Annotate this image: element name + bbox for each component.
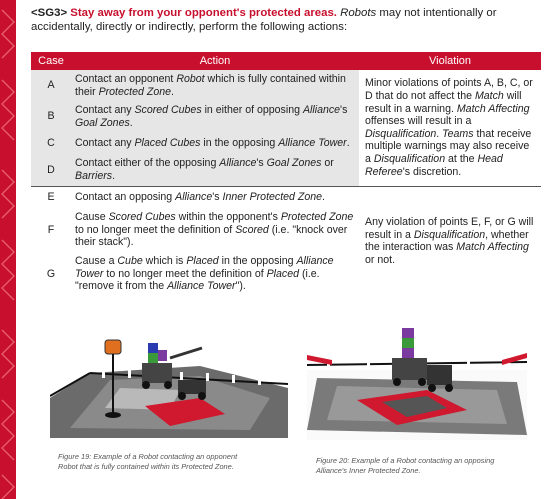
case-cell: A [31, 70, 71, 101]
action-cell: Cause Scored Cubes within the opponent's Protected Zone to no longer meet the definition of Scored (i.e. "knock over their stack"). [75, 211, 354, 249]
action-cell: Contact any Scored Cubes in either of opposing Alliance's Goal Zones. [71, 101, 359, 132]
table-row [31, 186, 541, 208]
case-cell: D [31, 154, 71, 186]
action-cell: Contact an opposing Alliance's Inner Protected Zone. [71, 186, 359, 208]
case-cell: B [31, 101, 71, 132]
violation-cell: Minor violations of points A, B, C, or D that do not affect the Match will result in a warning. Match Affecting offenses will result in a Disqualification. Teams that receive multiple warnings may also receive a Disqualification at the Head Referee's discretion. [359, 70, 541, 186]
decorative-side-strip [0, 0, 16, 499]
table-header-row [31, 52, 541, 70]
rule-title: Stay away from your opponent's protected areas. [70, 7, 337, 19]
rule-paragraph [31, 6, 541, 34]
figure-20-image [307, 320, 527, 440]
case-cell: G [46, 267, 56, 280]
figure-19-image [50, 318, 288, 438]
action-cell: Contact any Placed Cubes in the opposing Alliance Tower. [71, 132, 359, 154]
violation-cell: Any violation of points E, F, or G will result in a Disqualification, whether the interaction was Match Affecting or not. [359, 186, 541, 296]
action-cell: Cause a Cube which is Placed in the opposing Alliance Tower to no longer meet the definition of Placed (i.e. "remove it from the Alliance Tower"). [75, 255, 334, 293]
header-violation: Violation [359, 52, 541, 70]
table-row [31, 70, 541, 101]
figure-20-caption: Figure 20: Example of a Robot contacting an opposing Alliance's Inner Protected Zone. [316, 456, 495, 475]
action-cell: Contact an opponent Robot which is fully contained within their Protected Zone. [71, 70, 359, 101]
case-cell: E [31, 186, 71, 208]
header-action: Action [71, 52, 359, 70]
action-cell: Contact either of the opposing Alliance's Goal Zones or Barriers. [71, 154, 359, 186]
rule-body-robots: Robots [340, 7, 377, 19]
figure-19-caption: Figure 19: Example of a Robot contacting an opponent Robot that is fully contained within its Protected Zone. [58, 452, 238, 471]
rule-tag: <SG3> [31, 7, 68, 19]
rule-body: may not intentionally or accidentally, directly or indirectly, perform the following actions: [31, 7, 497, 33]
case-cell: C [31, 132, 71, 154]
case-cell: F [47, 223, 55, 236]
rule-table [31, 52, 541, 296]
header-case: Case [31, 52, 71, 70]
